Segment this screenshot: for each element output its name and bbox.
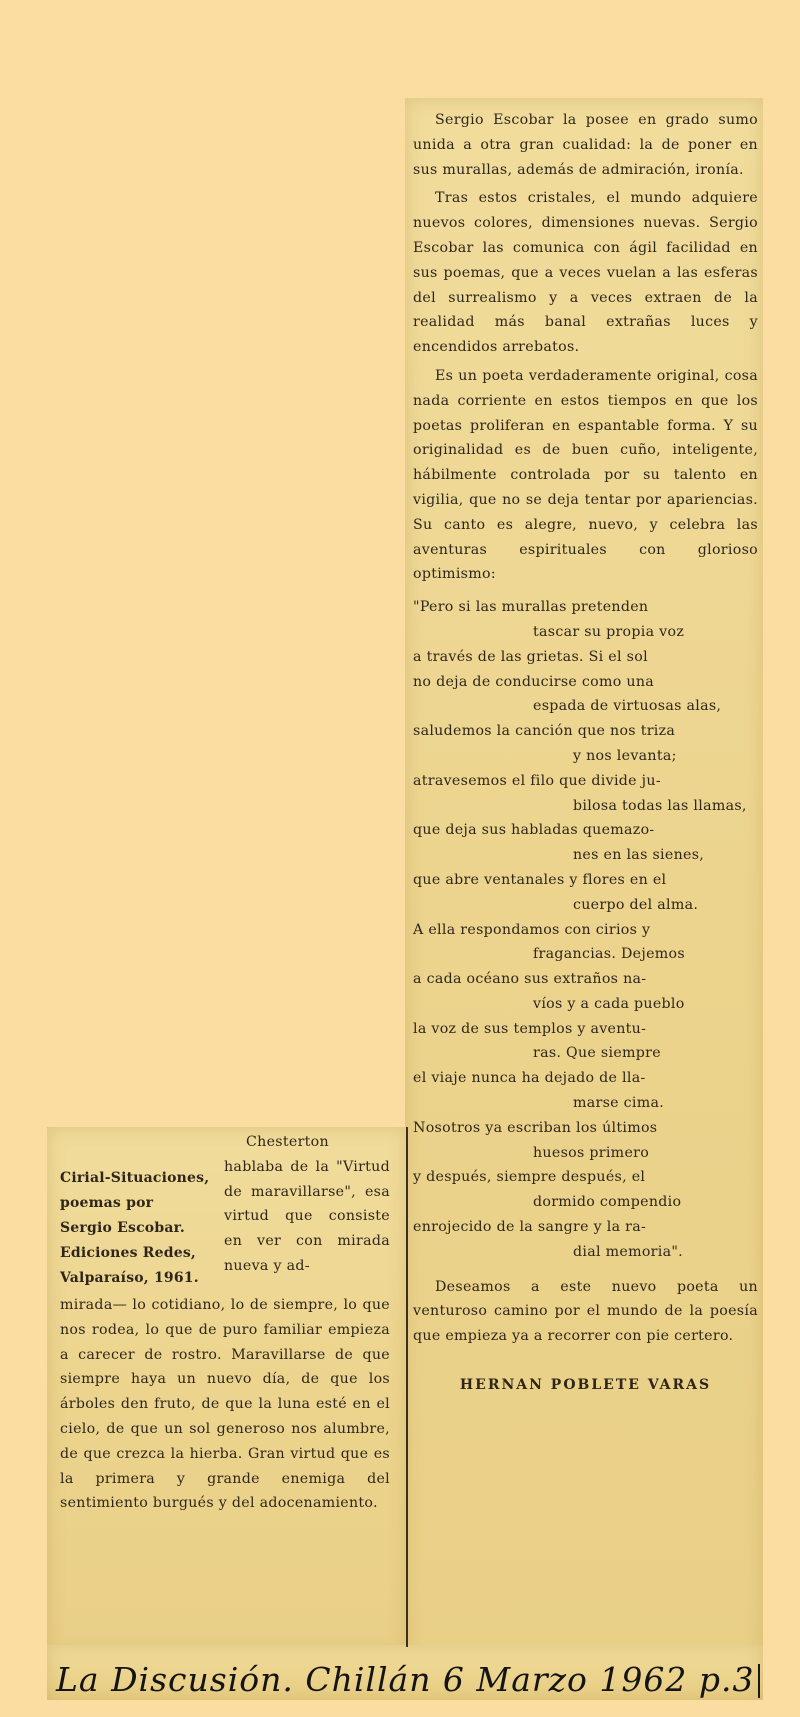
verse-line: marse cima. xyxy=(573,1095,665,1112)
verse-line: que deja sus habladas quemazo- xyxy=(413,822,655,839)
verse-line: enrojecido de la sangre y la ra- xyxy=(413,1219,647,1236)
handwritten-rule xyxy=(758,1664,760,1698)
continuation-paragraph: mirada— lo cotidiano, lo de siempre, lo que nos rodea, lo que de puro familiar empieza a carecer de rostro. Maravillarse de que siempre haya un nuevo día, de que los árboles den fruto, de que la luna esté en el cielo, de que un sol generoso nos alumbre, de que crezca la hierba. Gran virtud que es la primera y grande enemiga del sentimiento burgués y del adocenamiento. xyxy=(60,1297,390,1512)
verse-line: Nosotros ya escriban los últimos xyxy=(413,1119,658,1136)
verse-line: el viaje nunca ha dejado de lla- xyxy=(413,1070,646,1087)
verse-line: y después, siempre después, el xyxy=(413,1169,646,1186)
verse-line: la voz de sus templos y aventu- xyxy=(413,1020,647,1037)
book-citation: Cirial-Situaciones, poemas por Sergio Escobar. Ediciones Redes, Valparaíso, 1961. xyxy=(60,1170,210,1286)
verse-line: fragancias. Dejemos xyxy=(533,946,685,963)
verse-line: "Pero si las murallas pretenden xyxy=(413,599,649,616)
column-divider xyxy=(406,1127,408,1647)
verse-line: bilosa todas las llamas, xyxy=(573,797,747,814)
verse-line: saludemos la canción que nos triza xyxy=(413,723,676,740)
verse-line: a cada océano sus extraños na- xyxy=(413,971,647,988)
citation-block xyxy=(60,1130,390,1291)
article-left-column xyxy=(60,1130,390,1520)
verse-line: huesos primero xyxy=(533,1144,650,1161)
verse-line: espada de virtuosas alas, xyxy=(533,698,722,715)
verse-line: a través de las grietas. Si el sol xyxy=(413,648,648,665)
verse-line: y nos levanta; xyxy=(573,747,677,764)
verse-line: ras. Que siempre xyxy=(533,1045,661,1062)
verse-line: que abre ventanales y flores en el xyxy=(413,871,667,888)
verse-line: atravesemos el filo que divide ju- xyxy=(413,772,661,789)
author-signature: HERNAN POBLETE VARAS xyxy=(459,1377,712,1394)
paragraph-3: Es un poeta verdaderamente original, cosa nada corriente en estos tiempos en que los poetas proliferan en espantable forma. Y su originalidad es de buen cuño, inteligente, hábilmente controlada por su talento en vigilia, que no se deja tentar por apariencias. Su canto es alegre, nuevo, y celebra las aventuras espirituales con glorioso optimismo: xyxy=(413,367,758,583)
paragraph-1: Sergio Escobar la posee en grado sumo unida a otra gran cualidad: la de poner en sus murallas, además de admiración, ironía. xyxy=(413,112,758,178)
verse-line: dial memoria". xyxy=(573,1243,683,1260)
closing-paragraph: Deseamos a este nuevo poeta un venturoso camino por el mundo de la poesía que empieza ya a recorrer con pie certero. xyxy=(413,1278,758,1345)
intro-paragraph: Chesterton hablaba de la "Virtud de maravillarse", esa virtud que consiste en ver con mirada nueva y ad- xyxy=(224,1134,390,1274)
verse-line: no deja de conducirse como una xyxy=(413,673,655,690)
paragraph-2: Tras estos cristales, el mundo adquiere nuevos colores, dimensiones nuevas. Sergio Escobar las comunica con ágil facilidad en sus poemas, que a veces vuelan a las esferas del surrealismo y a veces extraen de la realidad más banal extrañas luces y encendidos arrebatos. xyxy=(413,190,758,356)
poem-quote xyxy=(413,595,758,1265)
verse-line: dormido compendio xyxy=(533,1194,682,1211)
verse-line: tascar su propia voz xyxy=(533,623,685,640)
verse-line: víos y a cada pueblo xyxy=(533,995,685,1012)
article-right-column xyxy=(413,108,758,1398)
verse-line: cuerpo del alma. xyxy=(573,896,699,913)
verse-line: A ella respondamos con cirios y xyxy=(413,921,651,938)
verse-line: nes en las sienes, xyxy=(573,847,705,864)
handwritten-source-note: La Discusión. Chillán 6 Marzo 1962 p.3 xyxy=(56,1660,755,1699)
